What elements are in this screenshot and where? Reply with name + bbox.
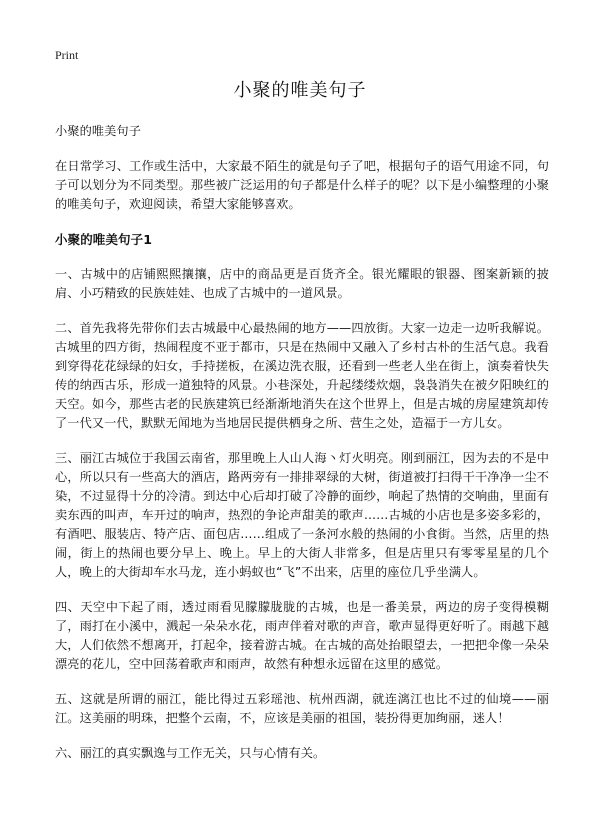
document-body (55, 122, 549, 779)
intro-paragraph: 在日常学习、工作或生活中，大家最不陌生的就是句子了吧，根据句子的语气用途不同，句子可以划分为不同类型。那些被广泛运用的句子都是什么样子的呢？以下是小编整理的小聚的唯美句子，欢迎阅读，希望大家能够喜欢。 (55, 159, 549, 211)
document-title: 小聚的唯美句子 (233, 80, 367, 101)
paragraph-4: 四、天空中下起了雨，透过雨看见朦朦胧胧的古城，也是一番美景，两边的房子变得模糊了，雨打在小溪中，溅起一朵朵水花，雨声伴着对歌的声音，歌声显得更好听了。雨越下越大，人们依然不想离开，打起伞，接着游古城。在古城的高处抬眼望去，一把把伞像一朵朵漂亮的花儿，空中回荡着歌声和雨声，故然有种想永远留在这里的感觉。 (55, 600, 549, 671)
paragraph-2: 二、首先我将先带你们去古城最中心最热闹的地方——四放街。大家一边走一边听我解说。古城里的四方街，热闹程度不亚于都市，只是在热闹中又融入了乡村古朴的生活气息。我看到穿得花花绿绿的妇女，手持搓板，在溪边洗衣服，还看到一些老人坐在街上，演奏着快失传的纳西古乐，形成一道独特的风景。小巷深处，升起缕缕炊烟，袅袅消失在被夕阳映红的天空。如今，那些古老的民族建筑已经渐渐地消失在这个世界上，但是古城的房屋建筑却传了一代又一代，默默无闻地为当地居民提供栖身之所、营生之处，造福于一方儿女。 (55, 321, 549, 430)
paragraph-5: 五、这就是所谓的丽江，能比得过五彩瑶池、杭州西湖，就连漓江也比不过的仙境——丽江。这美丽的明珠，把整个云南，不，应该是美丽的祖国，装扮得更加绚丽，迷人！ (55, 692, 549, 725)
document-subtitle: 小聚的唯美句子 (55, 124, 142, 138)
paragraph-6: 六、丽江的真实飘逸与工作无关，只与心情有关。 (55, 746, 326, 760)
paragraph-1: 一、古城中的店铺熙熙攘攘，店中的商品更是百货齐全。银光耀眼的银器、图案新颖的披肩、小巧精致的民族娃娃、也成了古城中的一道风景。 (55, 267, 549, 300)
paragraph-3: 三、丽江古城位于我国云南省，那里晚上人山人海丶灯火明亮。刚到丽江，因为去的不是中心，所以只有一些高大的酒店，路两旁有一排排翠绿的大树，街道被打扫得干干净净一尘不染，不过显得十分的冷清。到达中心后却打破了冷静的面纱，响起了热情的交响曲，里面有卖东西的叫声，车开过的响声，热烈的争论声甜美的歌声……古城的小店也是多姿多彩的，有酒吧、服装店、特产店、面包店……组成了一条河水般的热闹的小食街。当然，店里的热闹，街上的热闹也要分早上、晚上。早上的大街人非常多，但是店里只有零零星星的几个人，晚上的大街却车水马龙，连小蚂蚁也“飞”不出来，店里的座位几乎坐满人。 (55, 451, 549, 579)
section-heading: 小聚的唯美句子1 (55, 232, 152, 247)
print-link[interactable]: Print (55, 48, 79, 62)
